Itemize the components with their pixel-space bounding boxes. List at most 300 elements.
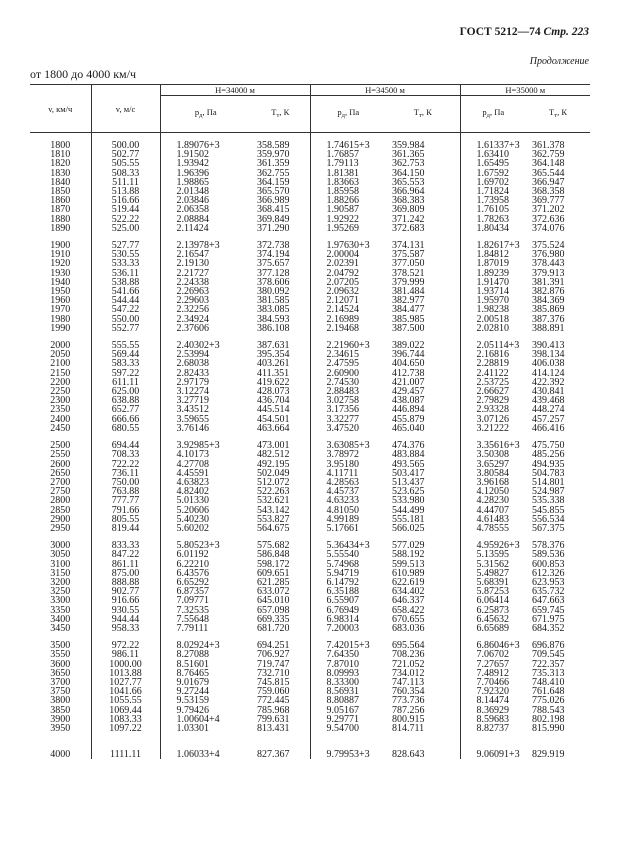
cell-v-ms: 505.55 — [91, 159, 160, 168]
cell-pressure-34000: 2.13978+3 — [176, 240, 220, 251]
cell-pressure-35000: 3.21222 — [460, 424, 526, 433]
cell-v-kmh: 3750 — [30, 687, 91, 696]
table-body — [30, 133, 590, 760]
table-row — [30, 569, 590, 578]
cell-temp-34500: 646.337 — [392, 596, 425, 606]
cell-temp-35000: 556.534 — [532, 514, 565, 524]
cell-pressure-34500: 2.02391 — [310, 259, 386, 268]
cell-pressure-34500: 1.90587 — [310, 205, 386, 214]
cell-temp-35000: 578.376 — [532, 540, 565, 551]
cell-temp-34000: 395.354 — [257, 350, 290, 360]
table-row — [30, 578, 590, 587]
table-row — [30, 669, 590, 678]
cell-temp-35000: 375.524 — [532, 240, 565, 251]
table-row — [30, 687, 590, 696]
cell-pressure-34500: 2.00004 — [310, 250, 386, 259]
cell-v-kmh: 1820 — [30, 159, 91, 168]
cell-v-ms: 1055.55 — [91, 696, 160, 705]
cell-temp-34500: 695.564 — [392, 640, 425, 651]
col-header-temperature: $T_т$, К — [549, 107, 567, 119]
cell-temp-35000: 775.026 — [532, 696, 565, 706]
cell-v-ms: 583.33 — [91, 359, 160, 368]
cell-v-ms: 530.55 — [91, 250, 160, 259]
cell-temp-34500: 389.022 — [392, 340, 425, 351]
cell-pressure-35000: 4.95926+3 — [460, 533, 526, 550]
cell-v-kmh: 2300 — [30, 396, 91, 405]
cell-temp-34500: 610.989 — [392, 568, 425, 578]
cell-temp-35000: 659.745 — [532, 605, 565, 615]
cell-v-ms: 1027.77 — [91, 678, 160, 687]
cell-temp-34500: 503.417 — [392, 468, 425, 478]
cell-v-ms: 861.11 — [91, 560, 160, 569]
cell-v-ms: 511.11 — [91, 178, 160, 187]
cell-v-ms: 972.22 — [91, 633, 160, 650]
cell-pressure-35000: 1.67592 — [460, 169, 526, 178]
cell-v-ms: 805.55 — [91, 515, 160, 524]
cell-temp-35000: 504.783 — [532, 468, 565, 478]
table-row — [30, 506, 590, 515]
cell-temp-34000: 785.968 — [257, 705, 290, 715]
speed-range-label: от 1800 до 4000 км/ч — [30, 67, 136, 81]
cell-pressure-34500: 2.60900 — [310, 369, 386, 378]
cell-pressure-34000: 8.27088 — [176, 650, 209, 660]
table-row — [30, 396, 590, 405]
cell-temp-34000: 377.128 — [257, 268, 290, 278]
cell-temp-34000: 372.738 — [257, 240, 290, 251]
cell-v-ms: 930.55 — [91, 606, 160, 615]
cell-temp-34000: 428.073 — [257, 387, 290, 397]
cell-temp-34500: 396.744 — [392, 350, 425, 360]
cell-pressure-35000: 6.45632 — [460, 615, 526, 624]
cell-v-kmh: 1860 — [30, 196, 91, 205]
table-row — [30, 205, 590, 214]
cell-temp-34500: 379.999 — [392, 277, 425, 288]
cell-v-ms: 722.22 — [91, 460, 160, 469]
cell-pressure-35000: 1.82617+3 — [460, 233, 526, 250]
cell-v-kmh: 1930 — [30, 269, 91, 278]
cell-temp-34000: 813.431 — [257, 723, 290, 734]
cell-temp-34500: 513.437 — [392, 477, 425, 488]
cell-pressure-34000: 1.98865 — [176, 177, 209, 188]
cell-pressure-35000: 5.68391 — [460, 578, 526, 587]
cell-pressure-34000: 2.16547 — [176, 250, 209, 260]
cell-temp-34500: 734.012 — [392, 668, 425, 678]
cell-temp-34500: 828.643 — [392, 749, 425, 760]
cell-pressure-34500: 6.14792 — [310, 578, 386, 587]
cell-temp-35000: 802.198 — [532, 714, 565, 724]
cell-pressure-34500: 4.99189 — [310, 515, 386, 524]
cell-temp-35000: 371.202 — [532, 205, 565, 215]
cell-temp-35000: 376.980 — [532, 250, 565, 260]
cell-pressure-34000: 7.79111 — [176, 623, 209, 634]
cell-temp-35000: 545.855 — [532, 505, 565, 515]
cell-v-kmh: 3350 — [30, 606, 91, 615]
cell-temp-34500: 800.915 — [392, 714, 425, 724]
cell-pressure-34000: 7.55648 — [176, 614, 209, 624]
table-row — [30, 178, 590, 187]
cell-temp-34000: 633.072 — [257, 587, 290, 597]
table-row — [30, 359, 590, 368]
cell-v-ms: 680.55 — [91, 424, 160, 433]
cell-temp-35000: 406.038 — [532, 359, 565, 369]
cell-pressure-34000: 2.40302+3 — [176, 340, 220, 351]
cell-pressure-35000: 4.78555 — [460, 524, 526, 533]
table-row — [30, 587, 590, 596]
cell-temp-35000: 364.148 — [532, 159, 565, 169]
cell-v-kmh: 2700 — [30, 478, 91, 487]
table-row — [30, 269, 590, 278]
cell-temp-35000: 368.358 — [532, 187, 565, 197]
cell-temp-34000: 575.682 — [257, 540, 290, 551]
cell-pressure-34000: 5.40230 — [176, 514, 209, 524]
cell-temp-35000: 684.352 — [532, 623, 565, 634]
cell-pressure-35000: 2.28819 — [460, 359, 526, 368]
cell-temp-34500: 387.500 — [392, 323, 425, 334]
cell-temp-34000: 383.085 — [257, 305, 290, 315]
cell-v-kmh: 3800 — [30, 696, 91, 705]
cell-pressure-35000: 1.93714 — [460, 287, 526, 296]
cell-pressure-34500: 8.80887 — [310, 696, 386, 705]
cell-v-kmh: 3050 — [30, 550, 91, 559]
cell-v-kmh: 1850 — [30, 187, 91, 196]
cell-temp-35000: 722.357 — [532, 659, 565, 669]
cell-pressure-35000: 4.28230 — [460, 496, 526, 505]
cell-v-ms: 652.77 — [91, 405, 160, 414]
cell-pressure-34000: 9.53159 — [176, 696, 209, 706]
cell-temp-35000: 709.545 — [532, 650, 565, 660]
cell-pressure-34000: 1.96396 — [176, 168, 209, 178]
cell-temp-35000: 369.777 — [532, 196, 565, 206]
table-row — [30, 305, 590, 314]
cell-v-kmh: 2400 — [30, 415, 91, 424]
cell-v-kmh: 2850 — [30, 506, 91, 515]
cell-temp-34000: 387.631 — [257, 340, 290, 351]
cell-pressure-35000: 1.91470 — [460, 278, 526, 287]
cell-temp-35000: 600.853 — [532, 559, 565, 569]
cell-pressure-35000: 7.70466 — [460, 678, 526, 687]
table-row — [30, 715, 590, 724]
cell-v-ms: 944.44 — [91, 615, 160, 624]
cell-pressure-34000: 5.60202 — [176, 523, 209, 534]
cell-pressure-34000: 6.87357 — [176, 587, 209, 597]
cell-v-ms: 791.66 — [91, 506, 160, 515]
cell-v-ms: 541.66 — [91, 287, 160, 296]
cell-pressure-34000: 1.06033+4 — [176, 749, 220, 760]
cell-v-ms: 763.88 — [91, 487, 160, 496]
cell-pressure-35000: 6.06414 — [460, 596, 526, 605]
cell-pressure-34000: 7.09771 — [176, 596, 209, 606]
cell-v-kmh: 1840 — [30, 178, 91, 187]
cell-v-ms: 819.44 — [91, 524, 160, 533]
cell-pressure-35000: 1.76105 — [460, 205, 526, 214]
cell-v-ms: 1097.22 — [91, 724, 160, 733]
table-row — [30, 215, 590, 224]
cell-pressure-35000: 5.31562 — [460, 560, 526, 569]
cell-pressure-34500: 2.04792 — [310, 269, 386, 278]
cell-temp-35000: 372.636 — [532, 214, 565, 224]
cell-v-ms: 958.33 — [91, 624, 160, 633]
cell-temp-34500: 555.181 — [392, 514, 425, 524]
table-row — [30, 450, 590, 459]
cell-pressure-34500: 2.47595 — [310, 359, 386, 368]
cell-v-ms: 666.66 — [91, 415, 160, 424]
cell-temp-34000: 543.142 — [257, 505, 290, 515]
cell-temp-35000: 514.801 — [532, 477, 565, 488]
cell-temp-35000: 696.876 — [532, 640, 565, 651]
cell-pressure-34500: 3.32277 — [310, 415, 386, 424]
cell-pressure-35000: 6.25873 — [460, 606, 526, 615]
cell-pressure-34500: 6.76949 — [310, 606, 386, 615]
cell-pressure-35000: 4.44707 — [460, 506, 526, 515]
table-row — [30, 369, 590, 378]
cell-temp-34500: 412.738 — [392, 368, 425, 378]
cell-pressure-34500: 5.55540 — [310, 550, 386, 559]
cell-temp-34500: 773.736 — [392, 696, 425, 706]
cell-pressure-35000: 1.84812 — [460, 250, 526, 259]
cell-v-kmh: 1980 — [30, 315, 91, 324]
col-header-pressure: $p_д$, Па — [194, 107, 217, 119]
cell-temp-34000: 669.335 — [257, 614, 290, 624]
cell-pressure-35000: 6.65689 — [460, 624, 526, 633]
cell-pressure-35000: 1.73958 — [460, 196, 526, 205]
cell-temp-35000: 761.648 — [532, 687, 565, 697]
cell-v-kmh: 3500 — [30, 633, 91, 650]
cell-pressure-34000: 6.22210 — [176, 559, 209, 569]
cell-temp-34500: 438.087 — [392, 396, 425, 406]
table-row — [30, 250, 590, 259]
cell-temp-34000: 553.827 — [257, 514, 290, 524]
table-row — [30, 287, 590, 296]
cell-temp-35000: 457.257 — [532, 414, 565, 424]
cell-v-ms: 777.77 — [91, 496, 160, 505]
cell-pressure-35000: 1.65495 — [460, 159, 526, 168]
cell-pressure-34500: 2.74530 — [310, 378, 386, 387]
col-header-v-ms: v, м/с — [91, 85, 160, 133]
cell-v-ms: 597.22 — [91, 369, 160, 378]
cell-v-kmh: 1870 — [30, 205, 91, 214]
cell-pressure-34000: 9.79426 — [176, 705, 209, 715]
cell-pressure-34000: 2.29603 — [176, 296, 209, 306]
cell-pressure-35000: 8.14474 — [460, 696, 526, 705]
cell-pressure-34000: 1.93942 — [176, 159, 209, 169]
table-row — [30, 678, 590, 687]
cell-temp-35000: 365.544 — [532, 168, 565, 178]
cell-pressure-34500: 4.28563 — [310, 478, 386, 487]
cell-v-kmh: 1900 — [30, 233, 91, 250]
cell-pressure-34000: 3.12274 — [176, 387, 209, 397]
cell-temp-35000: 422.392 — [532, 377, 565, 388]
cell-v-ms: 502.77 — [91, 150, 160, 159]
cell-v-kmh: 1890 — [30, 224, 91, 233]
cell-pressure-34500: 2.16989 — [310, 315, 386, 324]
cell-pressure-34000: 2.08884 — [176, 214, 209, 224]
cell-temp-34000: 380.092 — [257, 287, 290, 297]
cell-temp-34000: 645.010 — [257, 596, 290, 606]
cell-v-kmh: 1800 — [30, 133, 91, 151]
cell-temp-34500: 493.565 — [392, 459, 425, 469]
cell-pressure-34500: 1.92922 — [310, 215, 386, 224]
cell-pressure-35000: 1.71824 — [460, 187, 526, 196]
cell-pressure-34000: 2.11424 — [176, 223, 209, 234]
cell-pressure-34000: 2.82433 — [176, 368, 209, 378]
cell-v-kmh: 3300 — [30, 596, 91, 605]
cell-pressure-34500: 4.45737 — [310, 487, 386, 496]
cell-temp-34000: 732.710 — [257, 668, 290, 678]
cell-temp-34500: 378.521 — [392, 268, 425, 278]
cell-temp-34000: 512.072 — [257, 477, 290, 488]
cell-pressure-34000: 6.65292 — [176, 577, 209, 588]
cell-pressure-34000: 2.53994 — [176, 350, 209, 360]
cell-v-kmh: 2000 — [30, 333, 91, 350]
cell-pressure-35000: 7.06702 — [460, 650, 526, 659]
cell-pressure-34000: 2.24338 — [176, 277, 209, 288]
cell-temp-34000: 694.251 — [257, 640, 290, 651]
cell-pressure-35000: 1.61337+3 — [460, 133, 526, 151]
cell-temp-34500: 465.040 — [392, 423, 425, 434]
altitude-header-3: H=35000 м — [460, 85, 590, 96]
cell-temp-34500: 384.477 — [392, 305, 425, 315]
cell-pressure-34000: 2.19130 — [176, 259, 209, 269]
table-row — [30, 324, 590, 333]
cell-v-kmh: 3900 — [30, 715, 91, 724]
cell-temp-34000: 378.606 — [257, 277, 290, 288]
cell-pressure-34000: 9.27244 — [176, 687, 209, 697]
cell-v-ms: 544.44 — [91, 296, 160, 305]
cell-pressure-34000: 7.32535 — [176, 605, 209, 615]
cell-temp-34000: 473.001 — [257, 440, 290, 451]
table-row — [30, 524, 590, 533]
cell-temp-34500: 404.650 — [392, 359, 425, 369]
cell-pressure-34000: 9.01679 — [176, 677, 209, 688]
continuation-note: Продолжение — [529, 56, 589, 67]
cell-pressure-34000: 4.45591 — [176, 468, 209, 478]
cell-v-kmh: 1830 — [30, 169, 91, 178]
col-header-v-kmh: v, км/ч — [30, 85, 91, 133]
cell-pressure-34500: 3.02758 — [310, 396, 386, 405]
cell-pressure-34500: 6.98314 — [310, 615, 386, 624]
cell-temp-35000: 366.947 — [532, 177, 565, 188]
table-row — [30, 415, 590, 424]
cell-temp-34000: 827.367 — [257, 749, 290, 760]
cell-pressure-35000: 1.69702 — [460, 178, 526, 187]
page-number: Стр. 223 — [543, 26, 589, 38]
cell-v-ms: 916.66 — [91, 596, 160, 605]
table-row — [30, 660, 590, 669]
table-row — [30, 460, 590, 469]
cell-temp-34500: 381.484 — [392, 287, 425, 297]
cell-pressure-34000: 4.27708 — [176, 459, 209, 469]
cell-pressure-34000: 5.01330 — [176, 496, 209, 506]
cell-temp-35000: 612.326 — [532, 568, 565, 578]
cell-pressure-34500: 6.35188 — [310, 587, 386, 596]
table-row — [30, 596, 590, 605]
cell-v-ms: 694.44 — [91, 433, 160, 450]
cell-pressure-34000: 3.92985+3 — [176, 440, 220, 451]
cell-v-ms: 750.00 — [91, 478, 160, 487]
cell-pressure-34000: 2.97179 — [176, 377, 209, 388]
col-header-temperature: $T_т$, К — [271, 107, 290, 119]
col-header-temperature: $T_т$, К — [413, 107, 432, 119]
table-row — [30, 624, 590, 633]
cell-pressure-34500: 1.88266 — [310, 196, 386, 205]
cell-pressure-34000: 5.20606 — [176, 505, 209, 515]
cell-temp-34500: 658.422 — [392, 605, 425, 615]
cell-v-ms: 625.00 — [91, 387, 160, 396]
cell-temp-35000: 387.376 — [532, 314, 565, 324]
cell-v-kmh: 2350 — [30, 405, 91, 414]
cell-temp-35000: 388.891 — [532, 323, 565, 334]
cell-v-ms: 638.88 — [91, 396, 160, 405]
cell-pressure-35000: 4.61483 — [460, 515, 526, 524]
cell-pressure-35000: 3.35616+3 — [460, 433, 526, 450]
cell-temp-35000: 623.953 — [532, 577, 565, 588]
table-row — [30, 433, 590, 450]
cell-v-ms: 519.44 — [91, 205, 160, 214]
table-row — [30, 696, 590, 705]
cell-v-ms: 550.00 — [91, 315, 160, 324]
cell-pressure-34500: 8.56931 — [310, 687, 386, 696]
cell-temp-35000: 788.543 — [532, 705, 565, 715]
cell-pressure-34500: 1.76857 — [310, 150, 386, 159]
cell-temp-34500: 599.513 — [392, 559, 425, 569]
cell-temp-34500: 372.683 — [392, 223, 425, 234]
cell-pressure-35000: 3.65297 — [460, 460, 526, 469]
cell-temp-35000: 671.975 — [532, 614, 565, 624]
cell-v-ms: 1111.11 — [91, 733, 160, 759]
cell-pressure-35000: 8.36929 — [460, 706, 526, 715]
cell-v-ms: 833.33 — [91, 533, 160, 550]
cell-v-kmh: 2250 — [30, 387, 91, 396]
cell-v-ms: 1041.66 — [91, 687, 160, 696]
cell-pressure-34500: 6.55907 — [310, 596, 386, 605]
cell-temp-34000: 621.285 — [257, 577, 290, 588]
cell-pressure-34000: 2.06358 — [176, 205, 209, 215]
cell-temp-34500: 362.753 — [392, 159, 425, 169]
cell-pressure-34500: 3.63085+3 — [310, 433, 386, 450]
table-row — [30, 650, 590, 659]
cell-temp-34500: 544.499 — [392, 505, 425, 515]
cell-v-kmh: 3200 — [30, 578, 91, 587]
table-row — [30, 560, 590, 569]
cell-pressure-34500: 1.97630+3 — [310, 233, 386, 250]
cell-temp-34500: 708.236 — [392, 650, 425, 660]
cell-v-kmh: 1880 — [30, 215, 91, 224]
cell-temp-35000: 384.369 — [532, 296, 565, 306]
cell-v-kmh: 2050 — [30, 350, 91, 359]
cell-pressure-34000: 3.59655 — [176, 414, 209, 424]
cell-v-kmh: 3600 — [30, 660, 91, 669]
cell-v-ms: 888.88 — [91, 578, 160, 587]
cell-pressure-34000: 1.00604+4 — [176, 714, 220, 724]
cell-pressure-35000: 3.96168 — [460, 478, 526, 487]
cell-v-ms: 547.22 — [91, 305, 160, 314]
cell-temp-34500: 787.256 — [392, 705, 425, 715]
cell-pressure-34000: 1.91502 — [176, 150, 209, 160]
cell-temp-35000: 535.338 — [532, 496, 565, 506]
cell-pressure-35000: 3.50308 — [460, 450, 526, 459]
cell-temp-34500: 385.985 — [392, 314, 425, 324]
cell-temp-34500: 359.984 — [392, 140, 425, 151]
cell-v-kmh: 2950 — [30, 524, 91, 533]
cell-temp-34000: 384.593 — [257, 314, 290, 324]
cell-temp-34000: 361.359 — [257, 159, 290, 169]
cell-pressure-35000: 6.86046+3 — [460, 633, 526, 650]
cell-pressure-35000: 2.00518 — [460, 315, 526, 324]
table-row — [30, 706, 590, 715]
cell-temp-34000: 411.351 — [257, 368, 290, 378]
cell-temp-34500: 474.376 — [392, 440, 425, 451]
cell-pressure-34000: 5.80523+3 — [176, 540, 220, 551]
